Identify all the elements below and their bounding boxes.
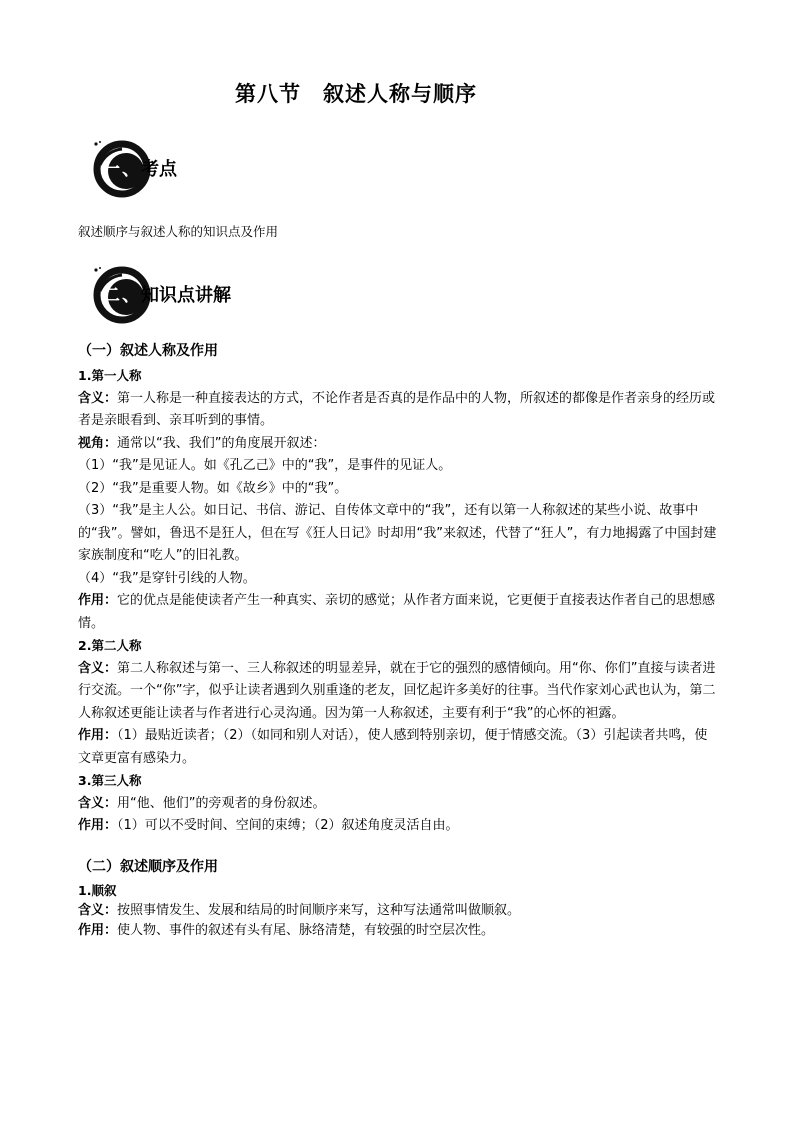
list-item: （4）“我”是穿针引线的人物。	[78, 570, 256, 586]
intro-text: 叙述顺序与叙述人称的知识点及作用	[78, 224, 279, 239]
effect-text: （1）最贴近读者；（2）（如同和别人对话），使人感到特别亲切，便于情感交流。（3）引起读者共鸣，使文章更富有感染力。	[78, 728, 708, 766]
section-number: 一、	[102, 159, 142, 180]
page-title: 第八节 叙述人称与顺序	[235, 82, 477, 106]
view-text: 通常以“我、我们”的角度展开叙述：	[117, 435, 326, 451]
meaning-text: 第一人称是一种直接表达的方式，不论作者是否真的是作品中的人物，所叙述的都像是作者亲身的经历或者是亲眼看到、亲耳听到的事情。	[78, 390, 716, 428]
section-header-2	[90, 264, 390, 324]
paragraph	[78, 793, 718, 816]
paragraph	[78, 388, 718, 433]
meaning-label: 含义：	[78, 660, 118, 676]
paragraph	[78, 921, 718, 941]
meaning-label: 含义：	[78, 390, 118, 406]
paragraph	[78, 658, 718, 726]
view-label: 视角：	[78, 435, 118, 451]
effect-text: （1）可以不受时间、空间的束缚；（2）叙述角度灵活自由。	[117, 818, 459, 833]
paragraph	[78, 815, 718, 838]
subsection-heading: 2.第二人称	[78, 638, 142, 653]
meaning-label: 含义：	[78, 902, 118, 918]
spacer	[78, 838, 718, 854]
main-content	[78, 338, 718, 941]
section-number: 二、	[102, 285, 142, 306]
part-heading: （一）叙述人称及作用	[78, 343, 218, 359]
meaning-label: 含义：	[78, 795, 118, 811]
subsection-heading: 1.第一人称	[78, 368, 142, 383]
list-item: （3）“我”是主人公。如日记、书信、游记、自传体文章中的“我”，还有以第一人称叙述的某些小说、故事中的“我”。譬如，鲁迅不是狂人，但在写《狂人日记》时却用“我”来叙述，代替了“狂人”，有力地揭露了中国封建家族制度和“吃人”的旧礼教。	[78, 503, 717, 563]
meaning-text: 按照事情发生、发展和结局的时间顺序来写，这种写法通常叫做顺叙。	[117, 902, 521, 918]
list-item: （1）“我”是见证人。如《孔乙己》中的“我”，是事件的见证人。	[78, 458, 452, 473]
meaning-text: 用“他、他们”的旁观者的身份叙述。	[117, 795, 326, 811]
effect-text: 使人物、事件的叙述有头有尾、脉络清楚，有较强的时空层次性。	[117, 922, 495, 938]
meaning-text: 第二人称叙述与第一、三人称叙述的明显差异，就在于它的强烈的感情倾向。用“你、你们”直接与读者进行交流。一个“你”字，似乎让读者遇到久别重逢的老友，回忆起许多美好的往事。当代作家刘心武也认为，第二人称叙述更能让读者与作者进行心灵沟通。因为第一人称叙述，主要有利于“我”的心怀的袒露。	[78, 660, 716, 721]
effect-label: 作用：	[78, 593, 118, 608]
list-item: （2）“我”是重要人物。如《故乡》中的“我”。	[78, 480, 348, 496]
effect-label: 作用：	[78, 922, 118, 938]
subsection-heading: 1.顺叙	[78, 882, 117, 898]
effect-label: 作用：	[78, 818, 118, 833]
paragraph	[78, 725, 718, 770]
section-label: 考点	[141, 159, 177, 180]
subsection-heading: 3.第三人称	[78, 773, 142, 788]
paragraph	[78, 433, 718, 456]
section-header-1	[90, 138, 390, 198]
paragraph	[78, 901, 718, 921]
effect-text: 它的优点是能使读者产生一种真实、亲切的感觉；从作者方面来说，它更便于直接表达作者自己的思想感情。	[78, 593, 716, 631]
part-heading: （二）叙述顺序及作用	[78, 858, 218, 875]
section-label: 知识点讲解	[141, 285, 231, 306]
paragraph	[78, 590, 718, 635]
effect-label: 作用：	[78, 728, 118, 743]
